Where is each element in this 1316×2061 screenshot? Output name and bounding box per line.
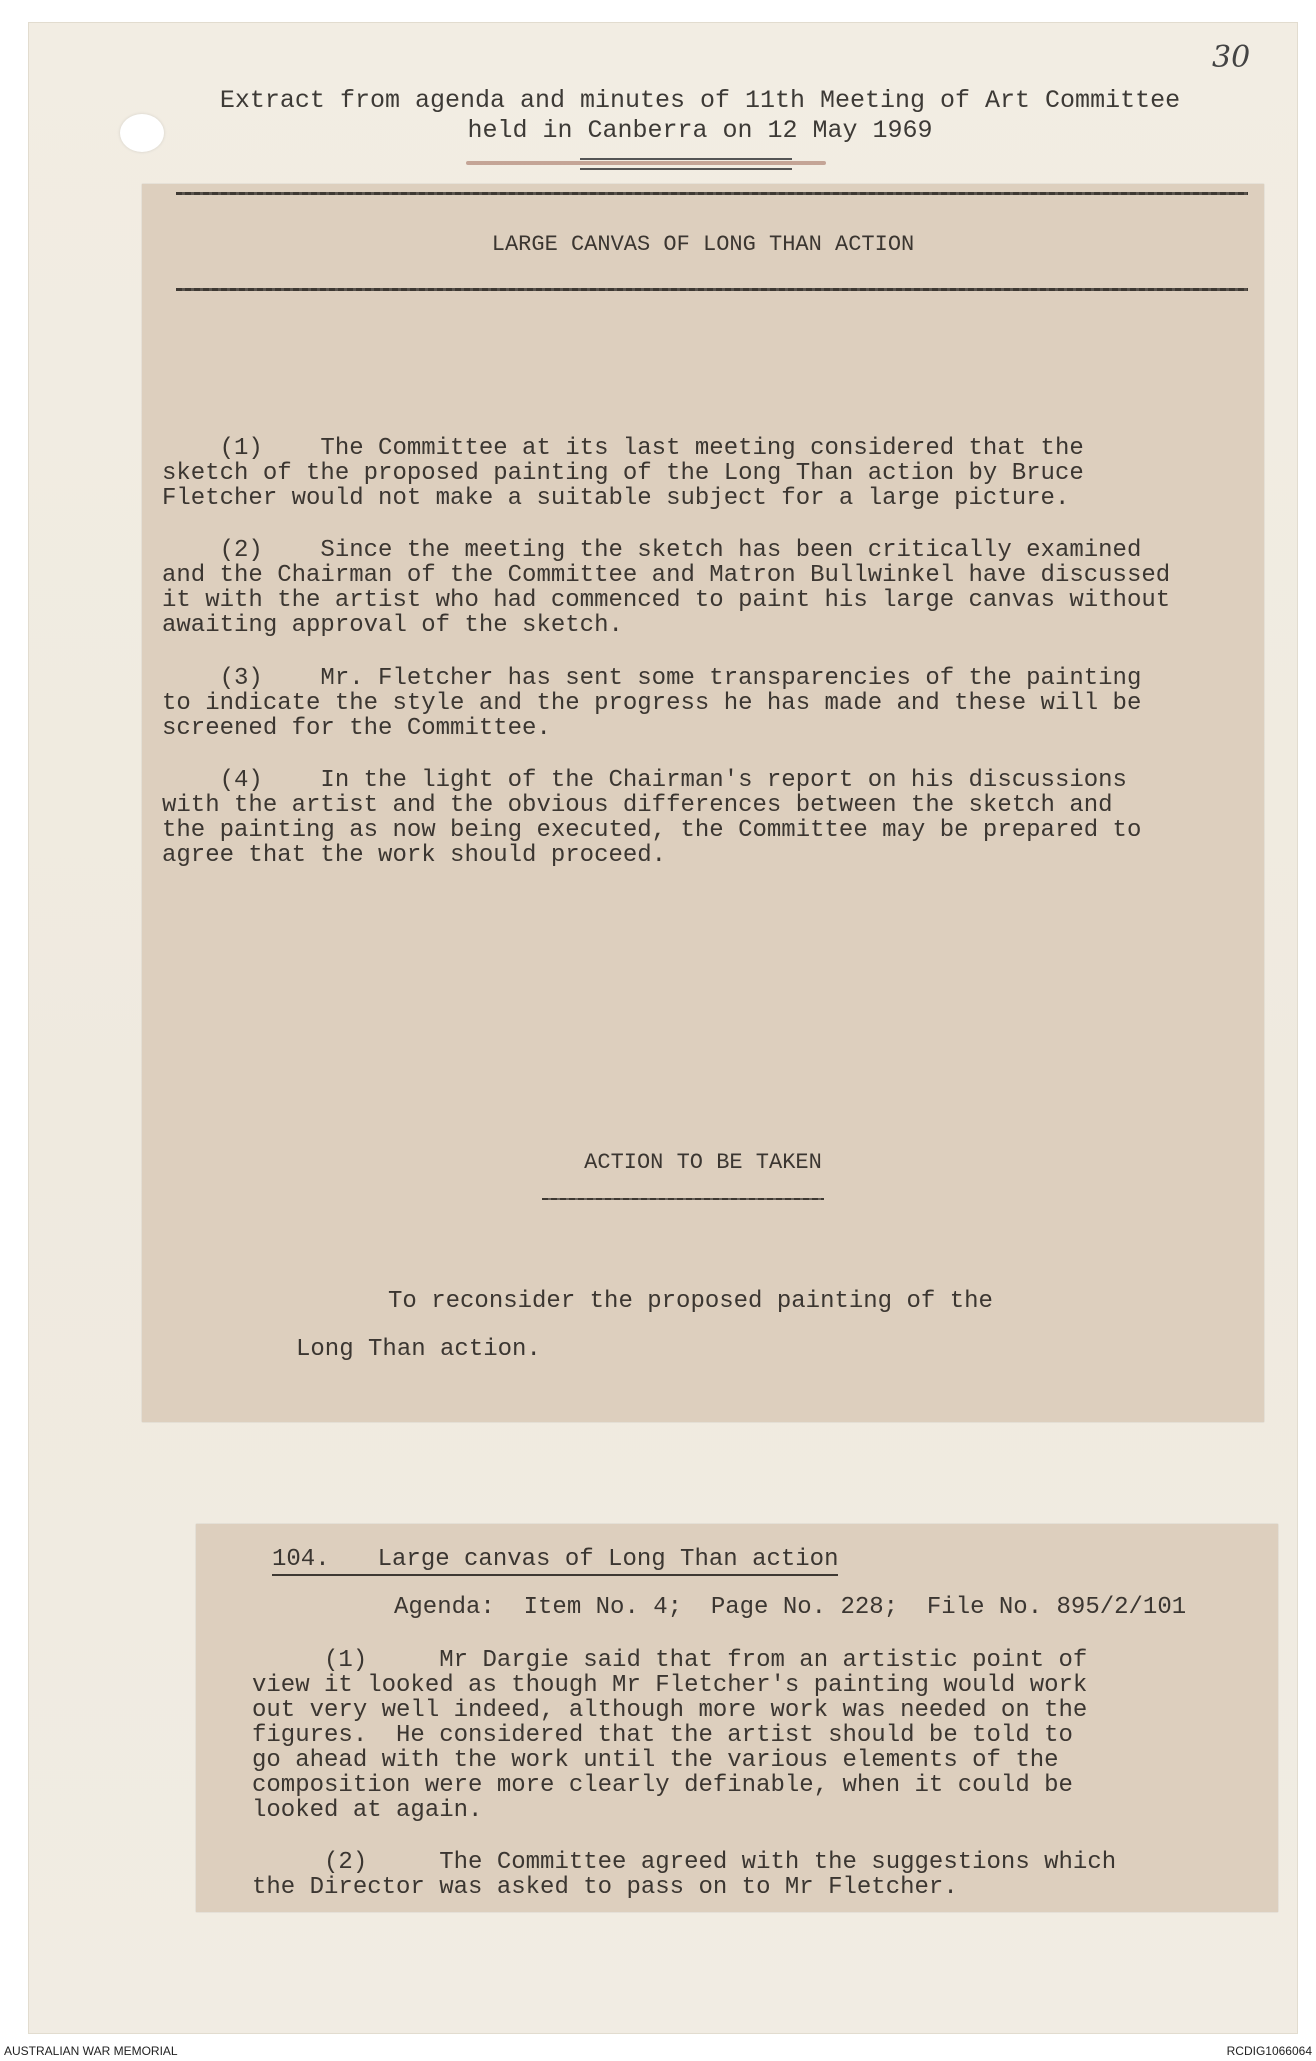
text-line: it with the artist who had commenced to paint his large canvas without <box>162 587 1171 614</box>
heading-underline <box>580 158 792 160</box>
text-line: (2) Since the meeting the sketch has been critically examined <box>162 537 1142 564</box>
heading-underline-red <box>466 161 826 165</box>
minute-item-title: Large canvas of Long Than action <box>377 1546 839 1573</box>
minute-paragraph-1 <box>252 1648 1262 1823</box>
action-text-line-2: Long Than action. <box>296 1336 541 1363</box>
text-line: (4) In the light of the Chairman's report on his discussions <box>162 767 1127 794</box>
text-line: out very well indeed, although more work was needed on the <box>252 1697 1088 1724</box>
text-line: figures. He considered that the artist should be told to <box>252 1722 1073 1749</box>
action-heading-rule <box>542 1198 824 1200</box>
minute-item-number: 104. <box>272 1546 330 1573</box>
text-line: sketch of the proposed painting of the Long Than action by Bruce <box>162 460 1084 487</box>
agenda-title-rule <box>176 288 1248 291</box>
action-heading: ACTION TO BE TAKEN <box>584 1150 822 1175</box>
agenda-paragraph-2 <box>162 538 1252 638</box>
text-line: the painting as now being executed, the Committee may be prepared to <box>162 817 1142 844</box>
agenda-clipping <box>142 184 1264 1422</box>
action-text-line-1: To reconsider the proposed painting of the <box>388 1288 993 1315</box>
page-number: 30 <box>1212 40 1251 75</box>
text-line: view it looked as though Mr Fletcher's painting would work <box>252 1672 1088 1699</box>
document-heading <box>150 86 1250 146</box>
footer-source: AUSTRALIAN WAR MEMORIAL <box>4 2044 178 2058</box>
text-line: go ahead with the work until the various elements of the <box>252 1747 1059 1774</box>
agenda-top-rule <box>176 192 1248 195</box>
agenda-title: LARGE CANVAS OF LONG THAN ACTION <box>491 232 915 257</box>
heading-line-2: held in Canberra on 12 May 1969 <box>467 116 933 145</box>
text-line: agree that the work should proceed. <box>162 842 667 869</box>
text-line: the Director was asked to pass on to Mr Fletcher. <box>252 1874 958 1901</box>
agenda-paragraph-1 <box>162 436 1252 511</box>
heading-underline-2 <box>580 168 792 170</box>
minutes-clipping <box>196 1524 1278 1912</box>
text-line: (3) Mr. Fletcher has sent some transparencies of the painting <box>162 665 1142 692</box>
footer-record-id: RCDIG1066064 <box>1226 2044 1312 2058</box>
text-line: with the artist and the obvious differences between the sketch and <box>162 792 1113 819</box>
minute-paragraph-2 <box>252 1850 1262 1900</box>
text-line: looked at again. <box>252 1797 483 1824</box>
text-line: (1) Mr Dargie said that from an artistic point of <box>252 1647 1088 1674</box>
text-line: (1) The Committee at its last meeting considered that the <box>162 435 1084 462</box>
text-line: and the Chairman of the Committee and Matron Bullwinkel have discussed <box>162 562 1171 589</box>
text-line: to indicate the style and the progress he has made and these will be <box>162 690 1142 717</box>
text-line: Fletcher would not make a suitable subject for a large picture. <box>162 485 1070 512</box>
text-line: screened for the Committee. <box>162 715 551 742</box>
agenda-paragraph-3 <box>162 666 1252 741</box>
text-line: composition were more clearly definable, when it could be <box>252 1772 1073 1799</box>
agenda-paragraph-4 <box>162 768 1252 868</box>
agenda-reference: Agenda: Item No. 4; Page No. 228; File No. 895/2/101 <box>394 1594 1187 1621</box>
text-line: awaiting approval of the sketch. <box>162 612 623 639</box>
heading-line-1: Extract from agenda and minutes of 11th Meeting of Art Committee <box>219 86 1181 115</box>
text-line: (2) The Committee agreed with the suggestions which <box>252 1849 1117 1876</box>
minute-item-heading <box>272 1546 838 1576</box>
